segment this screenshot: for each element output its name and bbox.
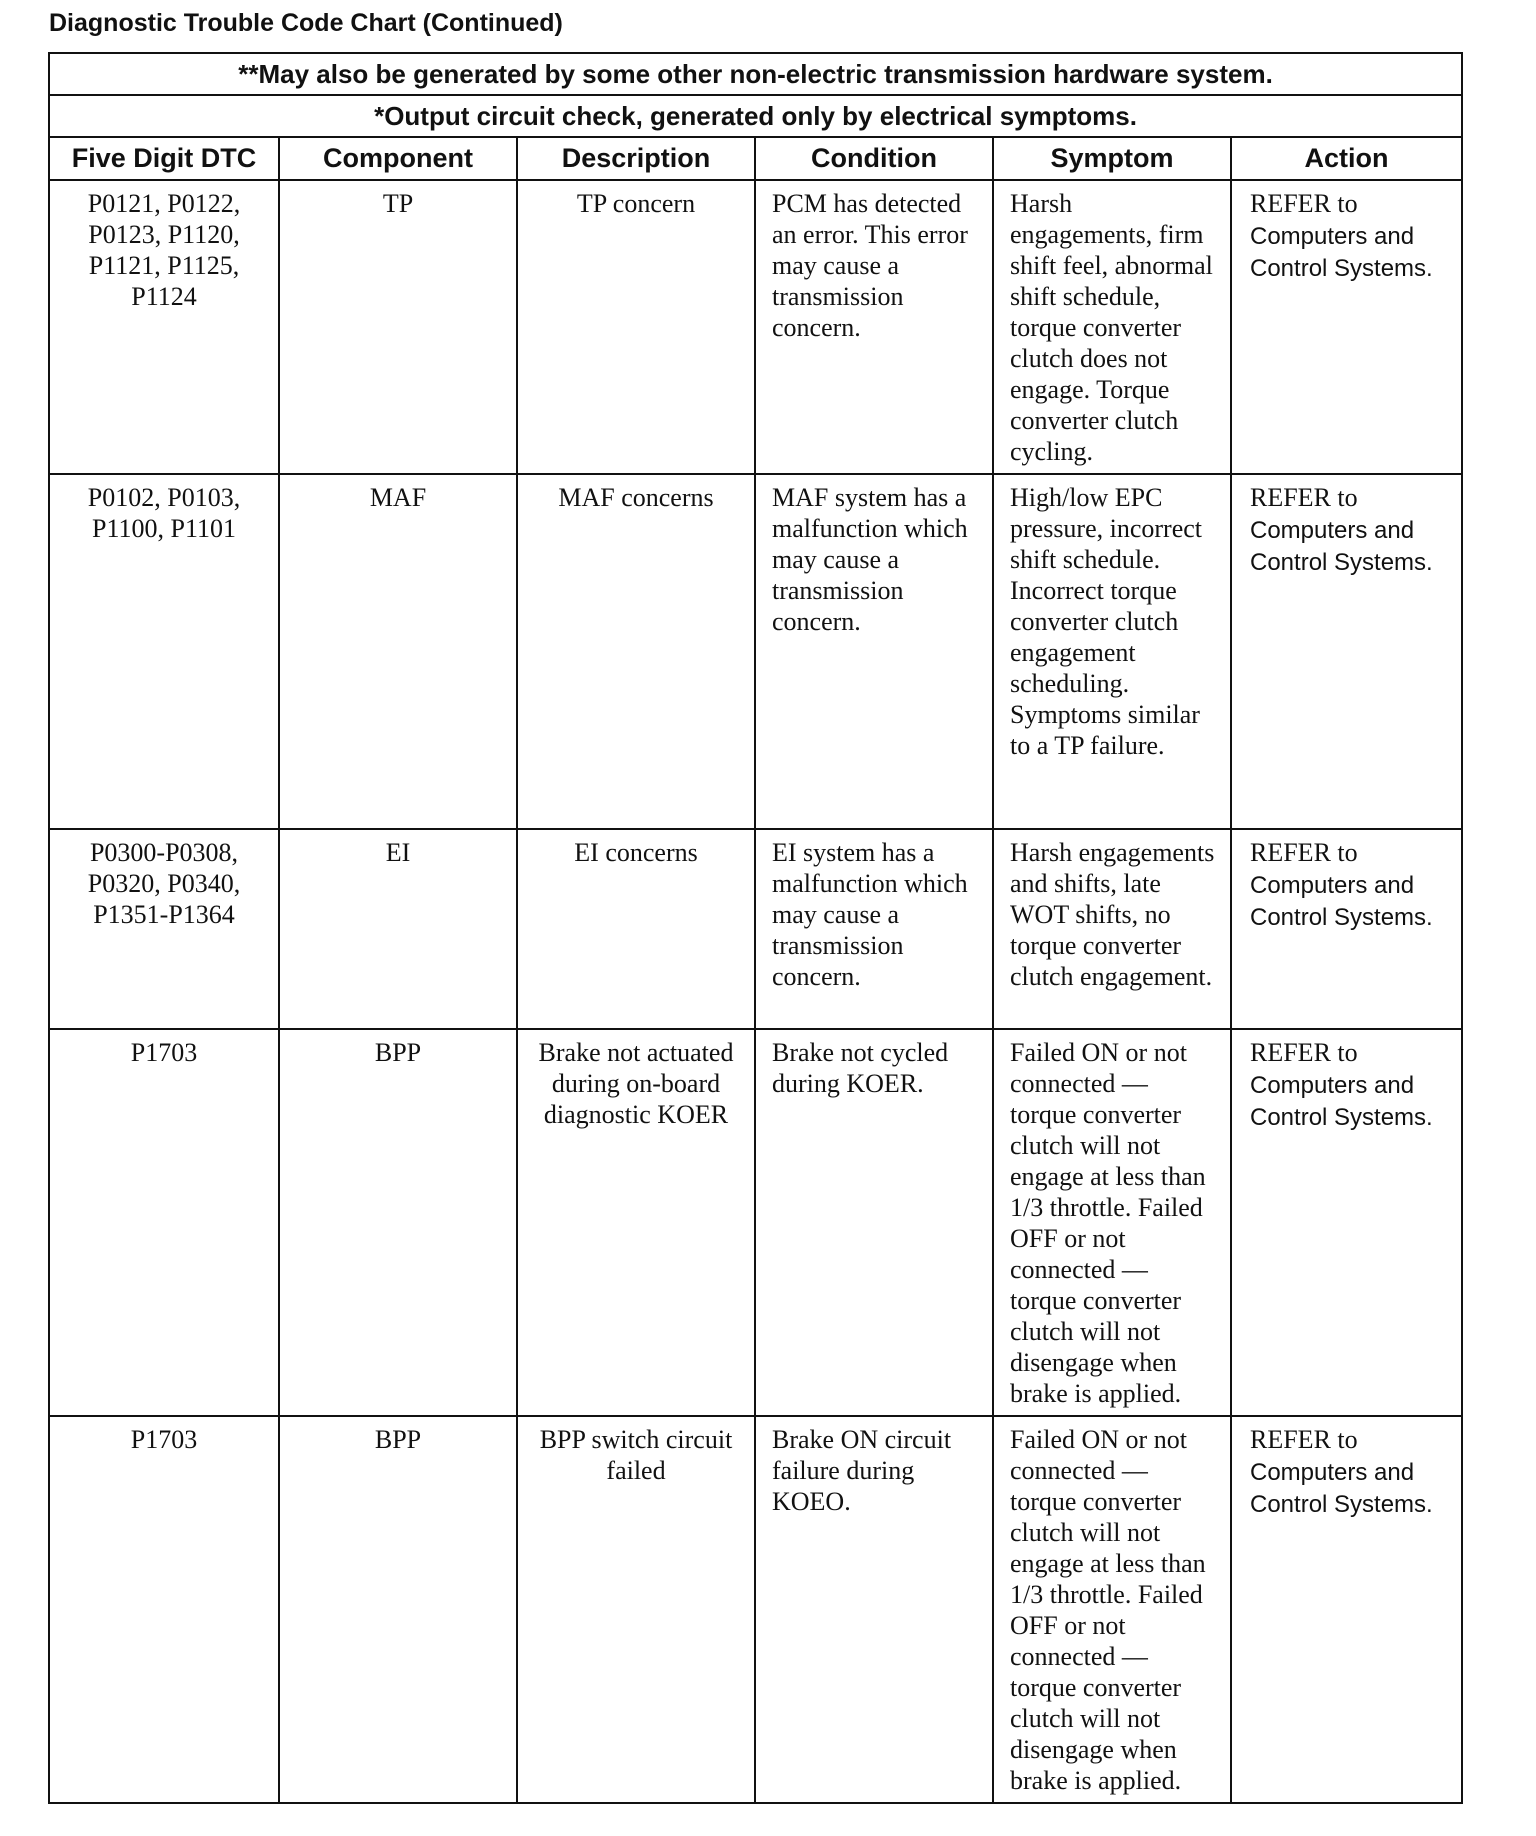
component-cell: BPP [279,1416,517,1803]
action-refer: REFER to [1250,1038,1358,1067]
action-text: Computers and Control Systems. [1250,1072,1433,1131]
symptom-cell: Harsh engagements, firm shift feel, abnormal shift schedule, torque converter clutch does not engage. Torque converter clutch cycling. [993,180,1231,474]
condition-cell: MAF system has a malfunction which may cause a transmission concern. [755,474,993,829]
action-cell [1231,474,1462,829]
action-refer: REFER to [1250,838,1358,867]
description-cell: MAF concerns [517,474,755,829]
dtc-cell: P0102, P0103, P1100, P1101 [49,474,279,829]
header-symptom: Symptom [993,137,1231,180]
condition-cell: EI system has a malfunction which may cause a transmission concern. [755,829,993,1029]
symptom-cell: Failed ON or not connected — torque converter clutch will not engage at less than 1/3 throttle. Failed OFF or not connected — torque converter clutch will not disengage when brake is applied. [993,1416,1231,1803]
action-text: Computers and Control Systems. [1250,223,1433,282]
component-cell: TP [279,180,517,474]
header-dtc: Five Digit DTC [49,137,279,180]
note-other-systems: **May also be generated by some other non-electric transmission hardware system. [49,53,1462,95]
table-row [49,829,1462,1029]
dtc-cell: P0121, P0122, P0123, P1120, P1121, P1125, P1124 [49,180,279,474]
description-cell: EI concerns [517,829,755,1029]
header-action: Action [1231,137,1462,180]
action-cell [1231,1416,1462,1803]
description-cell: BPP switch circuit failed [517,1416,755,1803]
action-refer: REFER to [1250,483,1358,512]
header-row [49,137,1462,180]
symptom-cell: High/low EPC pressure, incorrect shift schedule. Incorrect torque converter clutch engagement scheduling. Symptoms similar to a TP failure. [993,474,1231,829]
symptom-cell: Harsh engagements and shifts, late WOT shifts, no torque converter clutch engagement. [993,829,1231,1029]
note-row-output-check [49,95,1462,137]
action-refer: REFER to [1250,189,1358,218]
component-cell: EI [279,829,517,1029]
dtc-cell: P0300-P0308, P0320, P0340, P1351-P1364 [49,829,279,1029]
action-cell [1231,1029,1462,1416]
header-condition: Condition [755,137,993,180]
note-row-other-systems [49,53,1462,95]
dtc-cell: P1703 [49,1029,279,1416]
component-cell: MAF [279,474,517,829]
page-title: Diagnostic Trouble Code Chart (Continued) [49,9,563,37]
table-row [49,180,1462,474]
action-text: Computers and Control Systems. [1250,517,1433,576]
action-text: Computers and Control Systems. [1250,1459,1433,1518]
note-output-check: *Output circuit check, generated only by electrical symptoms. [49,95,1462,137]
action-text: Computers and Control Systems. [1250,872,1433,931]
description-cell: TP concern [517,180,755,474]
table-row [49,1416,1462,1803]
action-cell [1231,829,1462,1029]
condition-cell: Brake ON circuit failure during KOEO. [755,1416,993,1803]
header-component: Component [279,137,517,180]
action-cell [1231,180,1462,474]
dtc-cell: P1703 [49,1416,279,1803]
dtc-chart-table [48,52,1463,1804]
table-row [49,474,1462,829]
condition-cell: PCM has detected an error. This error may cause a transmission concern. [755,180,993,474]
condition-cell: Brake not cycled during KOER. [755,1029,993,1416]
description-cell: Brake not actuated during on-board diagnostic KOER [517,1029,755,1416]
header-description: Description [517,137,755,180]
action-refer: REFER to [1250,1425,1358,1454]
table-row [49,1029,1462,1416]
symptom-cell: Failed ON or not connected — torque converter clutch will not engage at less than 1/3 throttle. Failed OFF or not connected — torque converter clutch will not disengage when brake is applied. [993,1029,1231,1416]
component-cell: BPP [279,1029,517,1416]
